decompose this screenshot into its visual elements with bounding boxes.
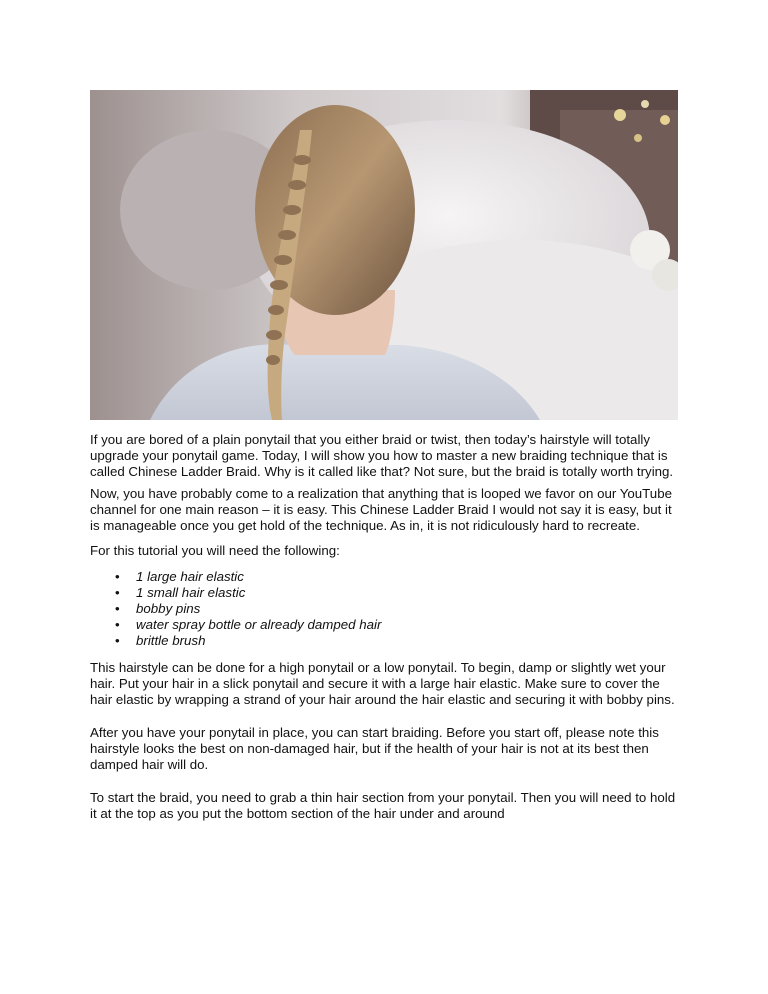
supplies-intro: For this tutorial you will need the following: — [90, 543, 340, 558]
list-item: • water spray bottle or already damped hair — [90, 617, 682, 633]
ponytail-step-paragraph: This hairstyle can be done for a high ponytail or a low ponytail. To begin, damp or slightly wet your hair. Put your hair in a slick ponytail and secure it with a large hair elastic. Make sure to cover the hair elastic by wrapping a strand of your hair around the hair elastic and securing it with bobby pins. — [90, 660, 675, 707]
list-item: • brittle brush — [90, 633, 682, 649]
list-item: • 1 large hair elastic — [90, 569, 682, 585]
supplies-list — [90, 569, 682, 649]
braid-start-paragraph: To start the braid, you need to grab a thin hair section from your ponytail. Then you will need to hold it at the top as you put the bottom section of the hair under and around — [90, 790, 676, 821]
article-body — [90, 432, 682, 822]
list-item: • 1 small hair elastic — [90, 585, 682, 601]
intro-paragraph: If you are bored of a plain ponytail that you either braid or twist, then today’s hairstyle will totally upgrade your ponytail game. Today, I will show you how to master a new braiding technique that is called Chinese Ladder Braid. Why is it called like that? Not sure, but the braid is totally worth trying. — [90, 432, 674, 479]
braiding-note-paragraph: After you have your ponytail in place, you can start braiding. Before you start off, please note this hairstyle looks the best on non-damaged hair, but if the health of your hair is not at its best then damped hair will do. — [90, 725, 659, 772]
hairstyle-photo — [90, 90, 678, 420]
braided-ponytail-image — [90, 90, 678, 420]
list-item: • bobby pins — [90, 601, 682, 617]
youtube-paragraph: Now, you have probably come to a realization that anything that is looped we favor on our YouTube channel for one main reason – it is easy. This Chinese Ladder Braid I would not say it is easy, but it is manageable once you get hold of the technique. As in, it is not ridiculously hard to recreate. — [90, 486, 672, 533]
